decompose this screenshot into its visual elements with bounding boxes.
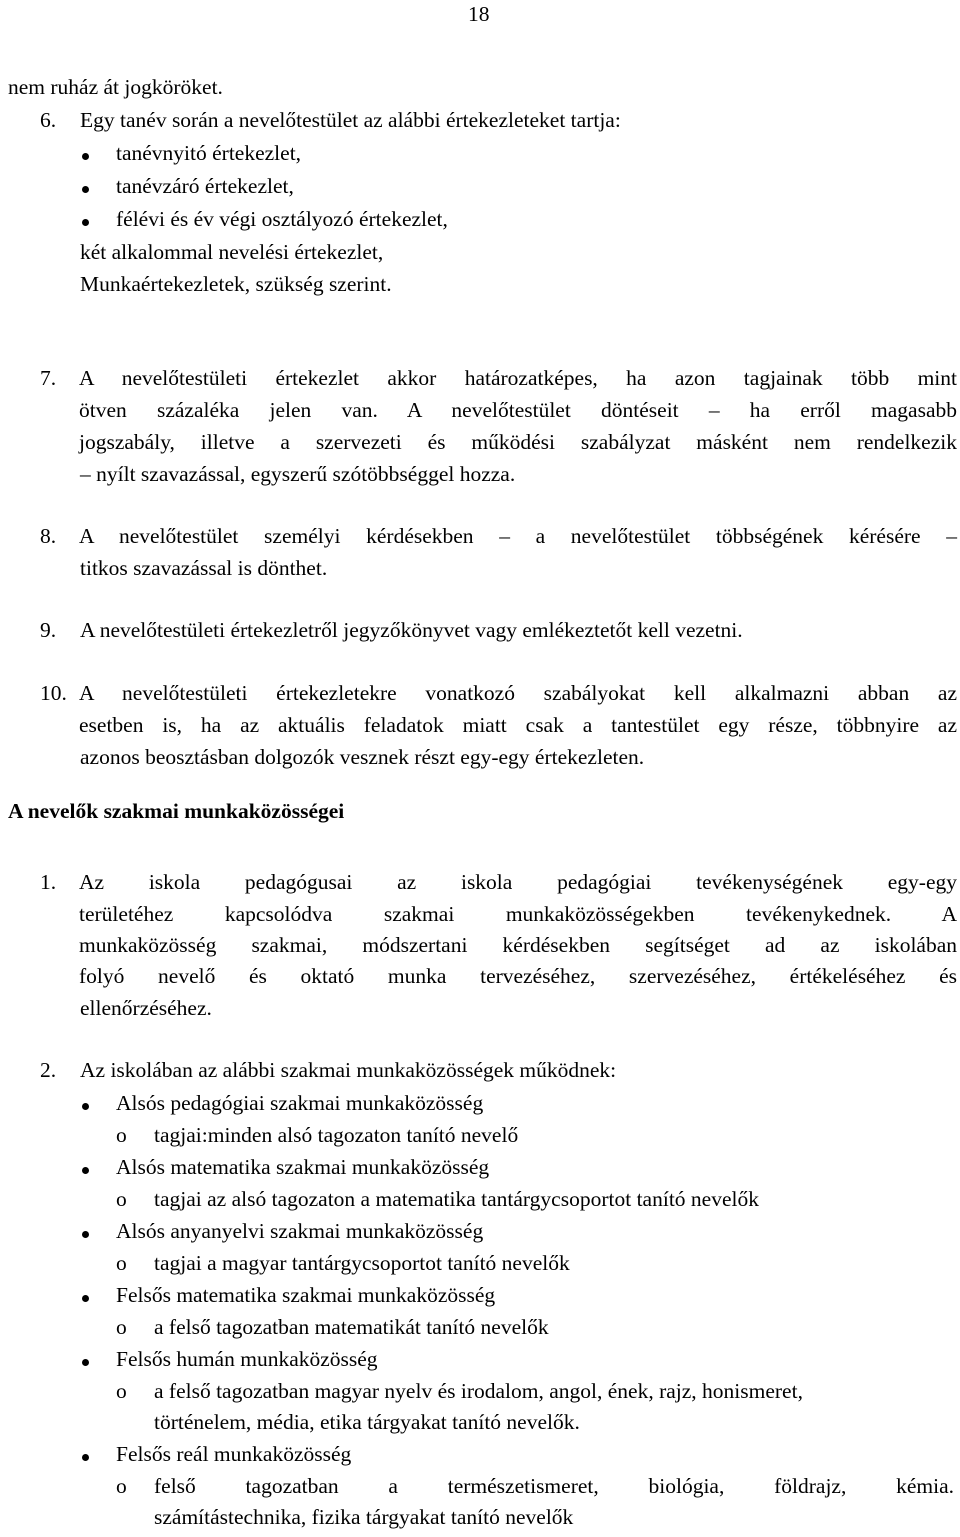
list-item: Alsós matematika szakmai munkaközösség (116, 1155, 490, 1179)
paragraph-line: Az iskola pedagógusai az iskola pedagógiai tevékenységének egy-egy (79, 870, 957, 894)
paragraph-line: ellenőrzéséhez. (80, 996, 212, 1020)
paragraph-line: A nevelőtestületi értekezletről jegyzőkönyvet vagy emlékeztetőt kell vezetni. (80, 618, 743, 642)
paragraph-line: A nevelőtestületi értekezletekre vonatkozó szabályokat kell alkalmazni abban az (79, 681, 957, 705)
list-item: Munkaértekezletek, szükség szerint. (80, 272, 392, 296)
sub-marker: o (116, 1315, 127, 1339)
sub-marker: o (116, 1474, 127, 1498)
paragraph-line: folyó nevelő és oktató munka tervezéséhez, szervezéséhez, értékeléséhez és (79, 964, 957, 988)
sub-list-item: történelem, média, etika tárgyakat tanító nevelők. (154, 1410, 580, 1434)
bullet-icon (82, 1359, 89, 1366)
list-item: tanévzáró értekezlet, (116, 174, 294, 198)
paragraph-line: jogszabály, illetve a szervezeti és működési szabályzat másként nem rendelkezik (79, 430, 957, 454)
paragraph-line: titkos szavazással is dönthet. (80, 556, 328, 580)
bullet-icon (82, 1231, 89, 1238)
item-number: 7. (40, 366, 57, 390)
bullet-icon (82, 1295, 89, 1302)
paragraph-line: munkaközösség szakmai, módszertani kérdésekben segítséget ad az iskolában (79, 933, 957, 957)
list-item: tanévnyitó értekezlet, (116, 141, 302, 165)
list-item: Alsós anyanyelvi szakmai munkaközösség (116, 1219, 484, 1243)
bullet-icon (82, 219, 89, 226)
sub-marker: o (116, 1187, 127, 1211)
sub-list-item: felső tagozatban a természetismeret, biológia, földrajz, kémia. (154, 1474, 954, 1498)
item-number: 10. (40, 681, 67, 705)
paragraph-line: ötven százaléka jelen van. A nevelőtestület döntéseit – ha erről magasabb (79, 398, 957, 422)
bullet-icon (82, 186, 89, 193)
paragraph-line: A nevelőtestületi értekezlet akkor határozatképes, ha azon tagjainak több mint (79, 366, 957, 390)
sub-list-item: számítástechnika, fizika tárgyakat tanító nevelők (154, 1505, 574, 1529)
item-text: Egy tanév során a nevelőtestület az alábbi értekezleteket tartja: (80, 108, 621, 132)
paragraph-line: A nevelőtestület személyi kérdésekben – a nevelőtestület többségének kérésére – (79, 524, 957, 548)
paragraph-line: esetben is, ha az aktuális feladatok miatt csak a tantestület egy része, többnyire az (79, 713, 957, 737)
item-number: 9. (40, 618, 57, 642)
bullet-icon (82, 153, 89, 160)
intro-line: nem ruház át jogköröket. (8, 75, 223, 99)
sub-list-item: tagjai az alsó tagozaton a matematika tantárgycsoportot tanító nevelők (154, 1187, 759, 1211)
paragraph-line: – nyílt szavazással, egyszerű szótöbbséggel hozza. (80, 462, 516, 486)
page-number: 18 (468, 2, 490, 26)
item-number: 2. (40, 1058, 57, 1082)
list-item: Felsős matematika szakmai munkaközösség (116, 1283, 496, 1307)
list-item: Felsős reál munkaközösség (116, 1442, 352, 1466)
sub-list-item: a felső tagozatban magyar nyelv és irodalom, angol, ének, rajz, honismeret, (154, 1379, 803, 1403)
bullet-icon (82, 1167, 89, 1174)
list-item: Alsós pedagógiai szakmai munkaközösség (116, 1091, 484, 1115)
paragraph-line: azonos beosztásban dolgozók vesznek részt egy-egy értekezleten. (80, 745, 645, 769)
sub-marker: o (116, 1123, 127, 1147)
item-number: 1. (40, 870, 57, 894)
bullet-icon (82, 1103, 89, 1110)
paragraph-line: területéhez kapcsolódva szakmai munkaközösségekben tevékenykednek. A (79, 902, 957, 926)
item-number: 8. (40, 524, 57, 548)
sub-list-item: tagjai:minden alsó tagozaton tanító nevelő (154, 1123, 519, 1147)
sub-list-item: tagjai a magyar tantárgycsoportot tanító nevelők (154, 1251, 570, 1275)
item-number: 6. (40, 108, 57, 132)
paragraph-line: Az iskolában az alábbi szakmai munkaközösségek működnek: (80, 1058, 617, 1082)
list-item: két alkalommal nevelési értekezlet, (80, 240, 384, 264)
list-item: félévi és év végi osztályozó értekezlet, (116, 207, 448, 231)
sub-marker: o (116, 1251, 127, 1275)
bullet-icon (82, 1454, 89, 1461)
sub-list-item: a felső tagozatban matematikát tanító nevelők (154, 1315, 549, 1339)
section-heading: A nevelők szakmai munkaközösségei (8, 799, 345, 823)
list-item: Felsős humán munkaközösség (116, 1347, 378, 1371)
sub-marker: o (116, 1379, 127, 1403)
